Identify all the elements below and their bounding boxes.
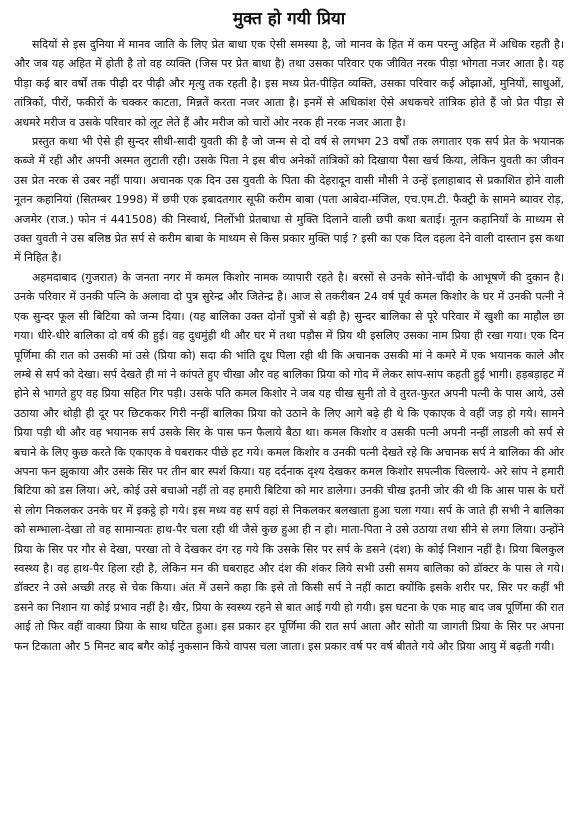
paragraph-story-body: अहमदाबाद (गुजरात) के जनता नगर में कमल किशोर नामक व्यापारी रहते है। बरसों से उनके सोने-चाँदी के आभूषणें की दुकान है। उनके परिवार में उनकी पत्नि के अलावा दो पुत्र सुरेन्द्र और जितेन्द्र है। आज से तकरीबन 24 वर्ष पूर्व कमल किशोर के घर में उनकी पत्नी ने एक सुन्दर फूल सी बिटिया को जन्म दिया। (यह बालिका उक्त दोनों पुत्रों से बड़ी है) सुन्दर बालिका से पूरे परिवार में खुशी का माहौल छा गया। धीरे-धीरे बालिका दो वर्ष की हुई। वह दुधमुंही थी और घर में तथा पड़ौस में प्रिय थी इसलिए उसका नाम प्रिया ही रखा गया। एक दिन पूर्णिमा की रात को उसकी मां उसे (प्रिया को) सदा की भांति दूध पिला रही थी कि अचानक उसकी मां ने कमरे में एक भयानक काले और लम्बे से सर्प को देखा। सर्प देखते ही मां ने कांपते हुए चीखा और वह बालिका प्रिया को गोद में लेकर सांप-सांप कहती हुई भागी। हड़बड़ाहट में होने से भागते हुए वह प्रिया सहित गिर पड़ी। उसके पति कमल किशोर ने जब यह चीख सुनी तो वे तुरत-फुरत अपनी पत्नी के पास आये, उसे उठाया और थोड़ी ही दूर पर छिटककर गिरी नन्हीं बालिका प्रिया को उठाने के लिए आगे बढ़े ही थे कि एकाएक वे वहीं जड़ हो गये। सामने प्रिया पड़ी थी और वह भयानक सर्प उसके सिर के पास फन फैलाये बैठा था। कमल किशोर व उसकी पत्नी अपनी नन्हीं लाडली को सर्प से बचाने के लिए कुछ करते कि एकाएक वे घबराकर पीछे हट गये। कमल किशोर व उनकी पत्नी देखते रहे कि अचानक सर्प ने बालिका की ओर अपना फन झुकाया और उसके सिर पर तीन बार स्पर्श किया। यह दर्दनाक दृश्य देखकर कमल किशोर सपत्नीक चिल्लाये- अरे सांप ने हमारी बिटिया को डस लिया। अरे, कोई उसे बचाओ नहीं तो वह हमारी बिटिया को मार डालेगा। उनकी चीख इतनी जोर की थी कि आस पास के घरों से लोग निकलकर उनके घर में इकट्ठे हो गये। इस मध्य वह सर्प वहां से निकलकर बलखाता हुआ चला गया। सर्प के जाते ही सभी ने बालिका को सम्भाला-देखा तो वह सामान्यतः हाथ-पैर चला रही थी जैसे कुछ हुआ ही न हो। माता-पिता ने उसे उठाया तथा सीने से लगा लिया। उन्होंने प्रिया के सिर पर गौर से देखा, परखा तो वे देखकर दंग रह गये कि उसके सिर पर सर्प के डसने (दंश) के कोई निशान नहीं है। प्रिया बिलकुल स्वस्थ्य है। वह हाथ-पैर हिला रही है, लेकिन मन की घबराहट और दंश की शंकर लिये सभी उसी समय बालिका को डॉक्टर के पास ले गये। डॉक्टर ने उसे अच्छी तरह से चेक किया। अंत में उसने कहा कि इसे तो किसी सर्प ने नहीं काटा क्योंकि इसके शरीर पर, सिर पर कहीं भी डसने का निशान या कोई प्रभाव नहीं है। खैर, प्रिया के स्वस्थ्य रहने से बात आई गयी हो गयी। इस घटना के एक माह बाद जब पूर्णिमा की रात आई तो फिर वहीं वाक्या प्रिया के साथ घटित हुआ। इस प्रकार हर पूर्णिमा की रात सर्प आता और सोती या जागती प्रिया के सिर पर अपना फन टिकाता और 5 मिनट बाद बगैर कोई नुकसान किये वापस चला जाता। इस प्रकार वर्ष पर वर्ष बीतते गये और प्रिया आयु में बढ़ती गयी। xyxy=(14,270,564,653)
paragraph-intro: सदियों से इस दुनिया में मानव जाति के लिए प्रेत बाधा एक ऐसी समस्या है, जो मानव के हित में कम परन्तु अहित में अधिक रहती है। और जब यह अहित में होती है तो वह व्यक्ति (जिस पर प्रेत बाधा है) तथा उसका परिवार एक जीवित नरक पीड़ा भोगता नजर आता है। यह पीड़ा कई बार वर्षों तक पीढ़ी दर पीढ़ी और मृत्यु तक रहती है। इस मध्य प्रेत-पीड़ित व्यक्ति, उसका परिवार कई ओझाओं, मुनियों, साधुओं, तांत्रिकों, पीरों, फकीरों के चक्कर काटता, मिन्नतें करता नजर आता है। इनमें से अधिकांश ऐसे अधकचरे तांत्रिक होते हैं जो प्रेत पीड़ा से अधमरे मरीज व उसके परिवार को लूट लेते हैं और मरीज को चारों ओर नरक ही नरक नजर आता है। xyxy=(14,38,564,129)
page-title: मुक्त हो गयी प्रिया xyxy=(232,9,346,29)
paragraph-story-intro: प्रस्तुत कथा भी ऐसे ही सुन्दर सीधी-सादी युवती की है जो जन्म से दो वर्ष से लगभग 23 वर्षों तक लगातार एक सर्प प्रेत के भयानक कब्जे में रही और अपनी अस्मत लुटाती रही। उसके पिता ने इस बीच अनेकों तांत्रिकों को दिखाया पैसा खर्च किया, लेकिन युवती का जीवन उस प्रेत नरक से उबर नहीं पाया। अचानक एक दिन उस युवती के पिता की देहरादून वासी मौसी ने उन्हें इलाहाबाद से प्रकाशित होने वाली नूतन कहानियां (सितम्बर 1998) में छपी एक इबादतगार सूफी करीम बाबा (पता आबेदा-मंजिल, एच.एम.टी. फैक्ट्री के सामने ब्यावर रोड़, अजमेर (राज.) फोन नं 441508) की निस्वार्थ, निर्लोभी प्रेतबाधा से मुक्ति दिलाने वाली छपी कथा बताई। नूतन कहानियाँ के माध्यम से उक्त युवती ने उस बलिष्ठ प्रेत सर्प से करीम बाबा के माध्यम से किस प्रकार मुक्ति पाई ? इसी का एक दिल दहला देने वाली दास्तान इस कथा में निहित है। xyxy=(14,135,564,265)
